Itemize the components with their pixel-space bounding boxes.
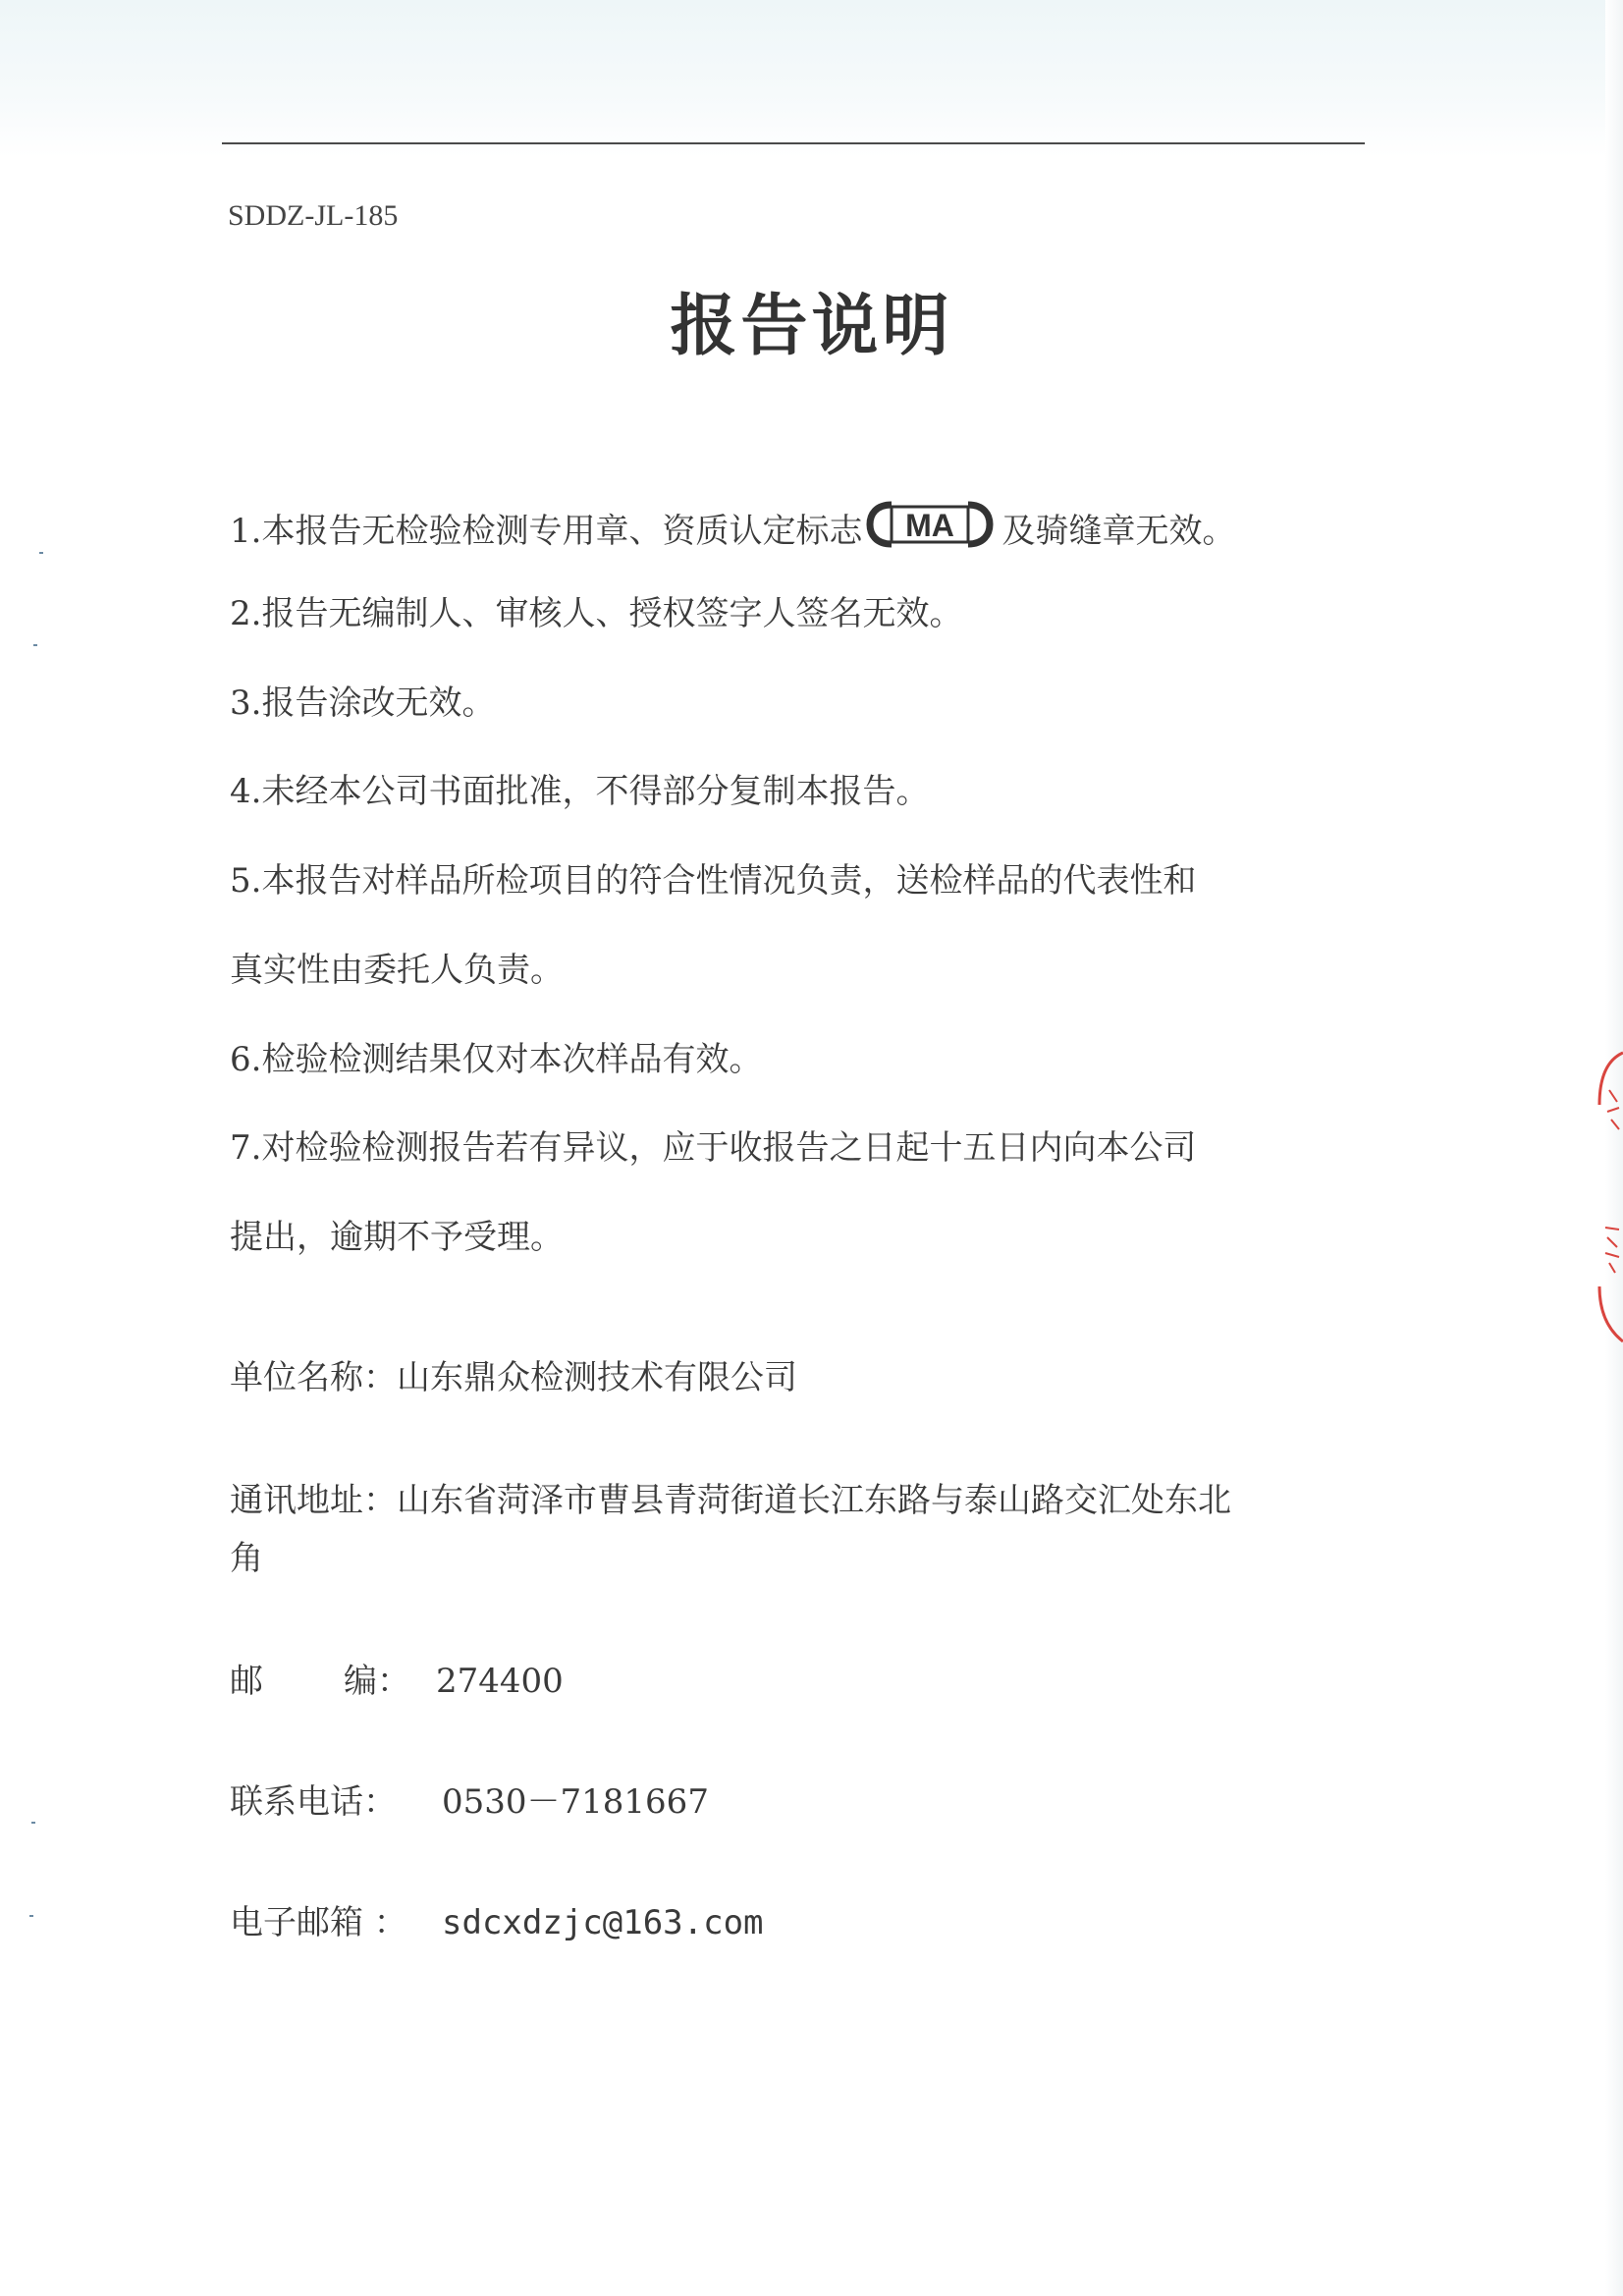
statement-7-line-2: 提出，逾期不予受理。 bbox=[230, 1218, 564, 1257]
scan-speck bbox=[31, 1822, 35, 1824]
address-label: 通讯地址： bbox=[230, 1481, 397, 1520]
statement-5-line-1: 5.本报告对样品所检项目的符合性情况负责，送检样品的代表性和 bbox=[230, 861, 1197, 901]
cma-mark-text: MA bbox=[905, 507, 955, 543]
seam-seal-fragment bbox=[1594, 1051, 1623, 1345]
company-label: 单位名称： bbox=[230, 1358, 397, 1397]
statement-3: 3.报告涂改无效。 bbox=[230, 683, 496, 723]
statement-7-line-1: 7.对检验检测报告若有异议，应于收报告之日起十五日内向本公司 bbox=[230, 1128, 1197, 1168]
postcode-row bbox=[230, 1654, 564, 1702]
address-row bbox=[230, 1473, 1231, 1521]
scan-top-tint bbox=[0, 0, 1623, 157]
page-title: 报告说明 bbox=[670, 287, 953, 365]
company-row bbox=[230, 1350, 797, 1398]
statement-2: 2.报告无编制人、审核人、授权签字人签名无效。 bbox=[230, 594, 963, 633]
cma-mark-icon bbox=[866, 499, 994, 559]
statement-4: 4.未经本公司书面批准，不得部分复制本报告。 bbox=[230, 772, 930, 811]
email-label: 电子邮箱 ： bbox=[230, 1903, 407, 1942]
postcode-label-1: 邮 bbox=[230, 1662, 263, 1701]
statement-1-tail: 及骑缝章无效。 bbox=[1001, 512, 1236, 551]
statement-6: 6.检验检测结果仅对本次样品有效。 bbox=[230, 1040, 763, 1079]
company-value: 山东鼎众检测技术有限公司 bbox=[397, 1358, 797, 1397]
email-value: sdcxdzjc@163.com bbox=[442, 1903, 764, 1942]
statement-5-line-2: 真实性由委托人负责。 bbox=[230, 951, 564, 990]
email-row bbox=[230, 1895, 764, 1943]
address-value: 山东省菏泽市曹县青菏街道长江东路与泰山路交汇处东北 bbox=[397, 1481, 1231, 1520]
scan-speck bbox=[33, 644, 37, 646]
postcode-label-2: 编： bbox=[344, 1662, 410, 1701]
document-code: SDDZ-JL-185 bbox=[228, 199, 399, 232]
phone-row bbox=[230, 1775, 709, 1823]
statement-1 bbox=[230, 504, 1235, 559]
address-row-continued: 角 bbox=[230, 1539, 263, 1578]
scan-speck bbox=[39, 552, 43, 554]
phone-label: 联系电话： bbox=[230, 1782, 397, 1822]
scan-speck bbox=[29, 1915, 33, 1917]
phone-value: 0530－7181667 bbox=[442, 1782, 709, 1822]
statement-1-text: 1.本报告无检验检测专用章、资质认定标志 bbox=[230, 512, 863, 551]
postcode-value: 274400 bbox=[436, 1662, 564, 1701]
header-rule bbox=[222, 142, 1365, 144]
